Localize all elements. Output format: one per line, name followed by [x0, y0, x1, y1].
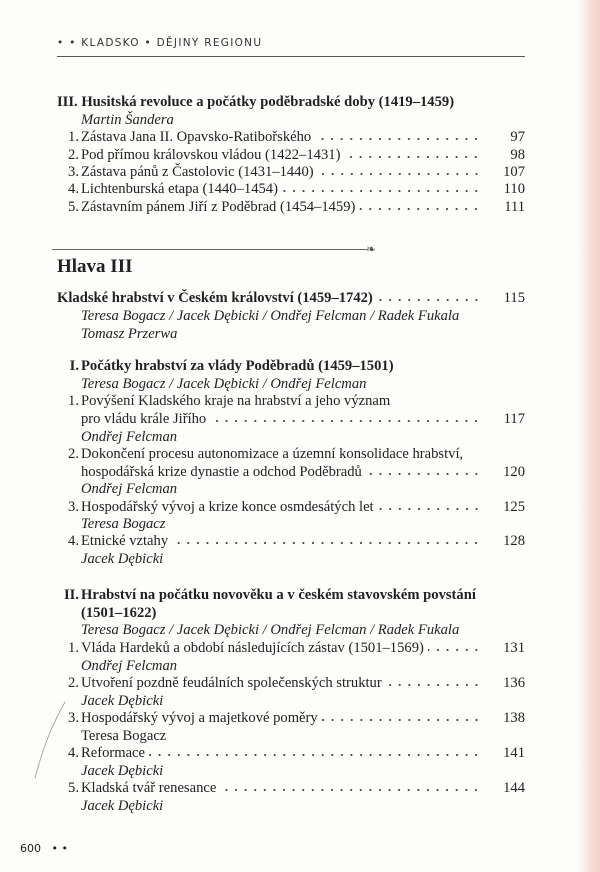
entry-title: Pod přímou královskou vládou (1422–1431): [81, 147, 341, 163]
toc-author: [0, 307, 525, 325]
page-number: 110: [503, 181, 525, 197]
author-names: Teresa Bogacz / Jacek Dębicki / Ondřej Felcman / Radek Fukala: [81, 308, 460, 324]
toc-author: [0, 692, 525, 710]
dot-leader: [315, 137, 481, 141]
toc-author: [0, 727, 525, 745]
section-title: III. Husitská revoluce a počátky poděbradské doby (1419–1459): [57, 94, 455, 110]
toc-author: [0, 111, 525, 129]
toc-author: [0, 621, 525, 639]
entry-title: Vláda Hardeků a období následujících zástav (1501–1569): [81, 640, 424, 656]
dot-leader: [366, 472, 481, 476]
entry-title: Kladská tvář renesance: [81, 780, 217, 796]
chapter-divider: [52, 249, 367, 250]
entry-title: Dokončení procesu autonomizace a územní konsolidace hrabství,: [81, 446, 464, 462]
page-number: 115: [503, 290, 525, 306]
dot-leader: [428, 648, 481, 652]
entry-number: 3.: [68, 499, 79, 515]
entry-title: Reformace: [81, 745, 146, 761]
entry-title: Utvoření pozdně feudálních společenských struktur: [81, 675, 382, 691]
toc-entry[interactable]: [0, 128, 525, 146]
toc-entry[interactable]: [0, 392, 525, 410]
dot-leader: [149, 753, 481, 757]
section-title: Počátky hrabství za vlády Poděbradů (1459–1501): [81, 358, 394, 374]
author-names: Teresa Bogacz / Jacek Dębicki / Ondřej Felcman: [81, 376, 367, 392]
author-name: Teresa Bogacz: [81, 728, 167, 744]
page-number: 107: [503, 164, 525, 180]
entry-title: Hospodářský vývoj a krize konce osmdesátých let: [81, 499, 374, 515]
toc-entry-continued[interactable]: [0, 463, 525, 481]
page-number: 138: [503, 710, 525, 726]
toc-author: [0, 480, 525, 498]
author-name: Martin Šandera: [81, 112, 174, 128]
toc-section-heading[interactable]: [0, 93, 525, 111]
toc-entry[interactable]: [0, 674, 525, 692]
dot-leader: [220, 788, 481, 792]
pencil-mark: [30, 700, 70, 780]
author-name: Teresa Bogacz: [81, 516, 166, 532]
entry-number: 3.: [68, 710, 79, 726]
dot-leader: [386, 683, 481, 687]
page-number: 117: [503, 411, 525, 427]
entry-number: 1.: [68, 640, 79, 656]
toc-entry[interactable]: [0, 498, 525, 516]
entry-number: 3.: [68, 164, 79, 180]
dot-leader: [172, 541, 481, 545]
section-number: II.: [63, 587, 79, 603]
entry-number: 5.: [68, 199, 79, 215]
entry-number: 1.: [68, 393, 79, 409]
toc-section-heading[interactable]: [0, 586, 525, 604]
page-number: 98: [510, 147, 525, 163]
entry-title: Hospodářský vývoj a majetkové poměry: [81, 710, 318, 726]
entry-number: 2.: [68, 147, 79, 163]
author-name: Ondřej Felcman: [81, 481, 178, 497]
author-name: Jacek Dębicki: [81, 551, 164, 567]
section-title: Hrabství na počátku novověku a v českém stavovském povstání: [81, 587, 476, 603]
dot-leader: [210, 419, 481, 423]
page-number: 136: [503, 675, 525, 691]
toc-entry[interactable]: [0, 163, 525, 181]
page-number: 144: [503, 780, 525, 796]
toc-author: [0, 797, 525, 815]
page-number: 97: [510, 129, 525, 145]
dot-leader: [377, 298, 481, 302]
entry-title: Lichtenburská etapa (1440–1454): [81, 181, 278, 197]
flourish-ornament-icon: ❧: [366, 242, 377, 256]
page-number: 120: [503, 464, 525, 480]
toc-author: [0, 550, 525, 568]
toc-author: [0, 762, 525, 780]
page-number: 111: [504, 199, 525, 215]
toc-entry[interactable]: [0, 532, 525, 550]
author-name: Ondřej Felcman: [81, 429, 178, 445]
toc-chapter-entry[interactable]: [0, 289, 525, 307]
header-rule: [57, 56, 525, 57]
toc-entry[interactable]: [0, 744, 525, 762]
author-name: Jacek Dębicki: [81, 763, 164, 779]
author-name: Jacek Dębicki: [81, 693, 164, 709]
entry-title: hospodářská krize dynastie a odchod Poděbradů: [81, 464, 362, 480]
section-number: I.: [69, 358, 79, 374]
author-name: Ondřej Felcman: [81, 658, 178, 674]
toc-author: [0, 657, 525, 675]
chapter-title: Kladské hrabství v Českém království (1459–1742): [57, 290, 373, 306]
page-number: 125: [503, 499, 525, 515]
toc-section-heading[interactable]: [0, 357, 525, 375]
dot-leader: [344, 155, 481, 159]
toc-entry[interactable]: [0, 198, 525, 216]
dot-leader: [378, 507, 481, 511]
author-names: Teresa Bogacz / Jacek Dębicki / Ondřej Felcman / Radek Fukala: [81, 622, 460, 638]
toc-entry[interactable]: [0, 639, 525, 657]
entry-number: 2.: [68, 446, 79, 462]
dot-leader: [359, 207, 481, 211]
page-number: 141: [503, 745, 525, 761]
entry-number: 4.: [68, 533, 79, 549]
section-title: (1501–1622): [81, 605, 157, 621]
toc-entry[interactable]: [0, 709, 525, 727]
toc-entry-continued[interactable]: [0, 410, 525, 428]
entry-number: 4.: [68, 181, 79, 197]
page-edge-shadow: [578, 0, 600, 872]
entry-number: 4.: [68, 745, 79, 761]
entry-title: Zástava Jana II. Opavsko-Ratibořského: [81, 129, 312, 145]
running-head: • • KLADSKO • DĚJINY REGIONU: [57, 37, 263, 49]
dot-leader: [322, 718, 481, 722]
author-name: Jacek Dębicki: [81, 798, 164, 814]
toc-author: [0, 325, 525, 343]
toc-author: [0, 375, 525, 393]
entry-title: Zástava pánů z Častolovic (1431–1440): [81, 164, 314, 180]
toc-entry[interactable]: [0, 146, 525, 164]
chapter-heading: Hlava III: [57, 256, 133, 277]
page-footer: [20, 842, 68, 855]
entry-title: Etnické vztahy: [81, 533, 169, 549]
toc-author: [0, 515, 525, 533]
toc-entry[interactable]: [0, 445, 525, 463]
toc-entry[interactable]: [0, 779, 525, 797]
footer-dots: • •: [51, 842, 68, 855]
entry-number: 1.: [68, 129, 79, 145]
entry-number: 5.: [68, 780, 79, 796]
page-number: 131: [503, 640, 525, 656]
author-names: Tomasz Przerwa: [81, 326, 178, 342]
entry-title: Povýšení Kladského kraje na hrabství a jeho význam: [81, 393, 391, 409]
toc-section-heading-continued[interactable]: [0, 604, 525, 622]
entry-title: pro vládu krále Jiřího: [81, 411, 207, 427]
page-number-footer: 600: [20, 842, 41, 855]
toc-entry[interactable]: [0, 180, 525, 198]
entry-title: Zástavním pánem Jiří z Poděbrad (1454–1459): [81, 199, 356, 215]
dot-leader: [318, 172, 481, 176]
toc-author: [0, 428, 525, 446]
page-number: 128: [503, 533, 525, 549]
dot-leader: [282, 189, 481, 193]
entry-number: 2.: [68, 675, 79, 691]
